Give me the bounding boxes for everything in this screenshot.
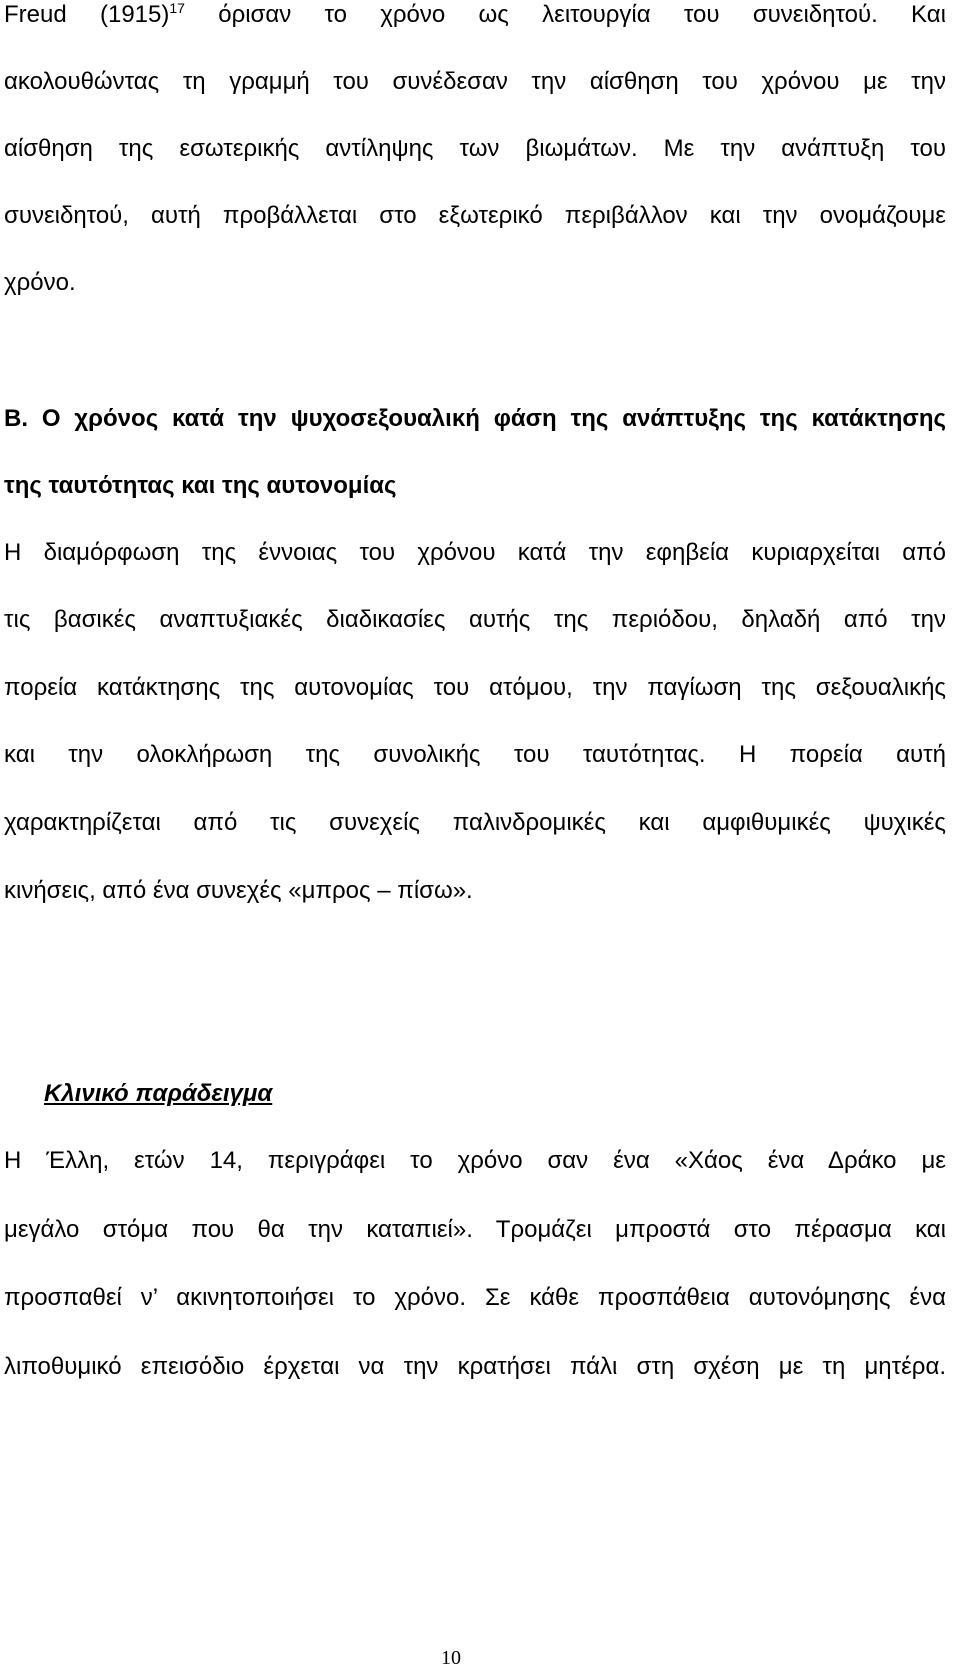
- paragraph-1-line-4: συνειδητού, αυτή προβάλλεται στο εξωτερικό περιβάλλον και την ονομάζουμε: [4, 202, 946, 229]
- page-number: 10: [441, 1647, 461, 1669]
- clinical-line-3: προσπαθεί ν’ ακινητοποιήσει το χρόνο. Σε κάθε προσπάθεια αυτονόμησης ένα: [4, 1284, 946, 1311]
- section-heading-line-1: Β. Ο χρόνος κατά την ψυχοσεξουαλική φάση της ανάπτυξης της κατάκτησης: [4, 405, 946, 432]
- paragraph-2-line-6: κινήσεις, από ένα συνεχές «μπρος – πίσω».: [4, 877, 473, 904]
- clinical-line-1: Η Έλλη, ετών 14, περιγράφει το χρόνο σαν ένα «Χάος ένα Δράκο με: [4, 1147, 946, 1174]
- paragraph-1-line-5: χρόνο.: [4, 269, 76, 296]
- paragraph-2-line-2: τις βασικές αναπτυξιακές διαδικασίες αυτής της περιόδου, δηλαδή από την: [4, 606, 946, 633]
- clinical-line-4: λιποθυμικό επεισόδιο έρχεται να την κρατήσει πάλι στη σχέση με τη μητέρα.: [4, 1353, 946, 1380]
- text-run: Freud (1915): [4, 1, 170, 28]
- text-run: όρισαν το χρόνο ως λειτουργία του συνειδητού. Και: [184, 1, 946, 28]
- paragraph-2-line-5: χαρακτηρίζεται από τις συνεχείς παλινδρομικές και αμφιθυμικές ψυχικές: [4, 809, 946, 836]
- paragraph-1-line-2: ακολουθώντας τη γραμμή του συνέδεσαν την αίσθηση του χρόνου με την: [4, 68, 946, 95]
- footnote-marker: 17: [169, 0, 185, 16]
- paragraph-1-line-3: αίσθηση της εσωτερικής αντίληψης των βιωμάτων. Με την ανάπτυξη του: [4, 135, 946, 162]
- paragraph-2-line-1: Η διαμόρφωση της έννοιας του χρόνου κατά την εφηβεία κυριαρχείται από: [4, 539, 946, 566]
- paragraph-1-line-1: [4, 0, 946, 30]
- paragraph-2-line-3: πορεία κατάκτησης της αυτονομίας του ατόμου, την παγίωση της σεξουαλικής: [4, 674, 946, 701]
- clinical-line-2: μεγάλο στόμα που θα την καταπιεί». Τρομάζει μπροστά στο πέρασμα και: [4, 1216, 946, 1243]
- section-heading-line-2: της ταυτότητας και της αυτονομίας: [4, 472, 397, 499]
- clinical-example-title: Κλινικό παράδειγμα: [44, 1080, 273, 1107]
- paragraph-2-line-4: και την ολοκλήρωση της συνολικής του ταυτότητας. Η πορεία αυτή: [4, 741, 946, 768]
